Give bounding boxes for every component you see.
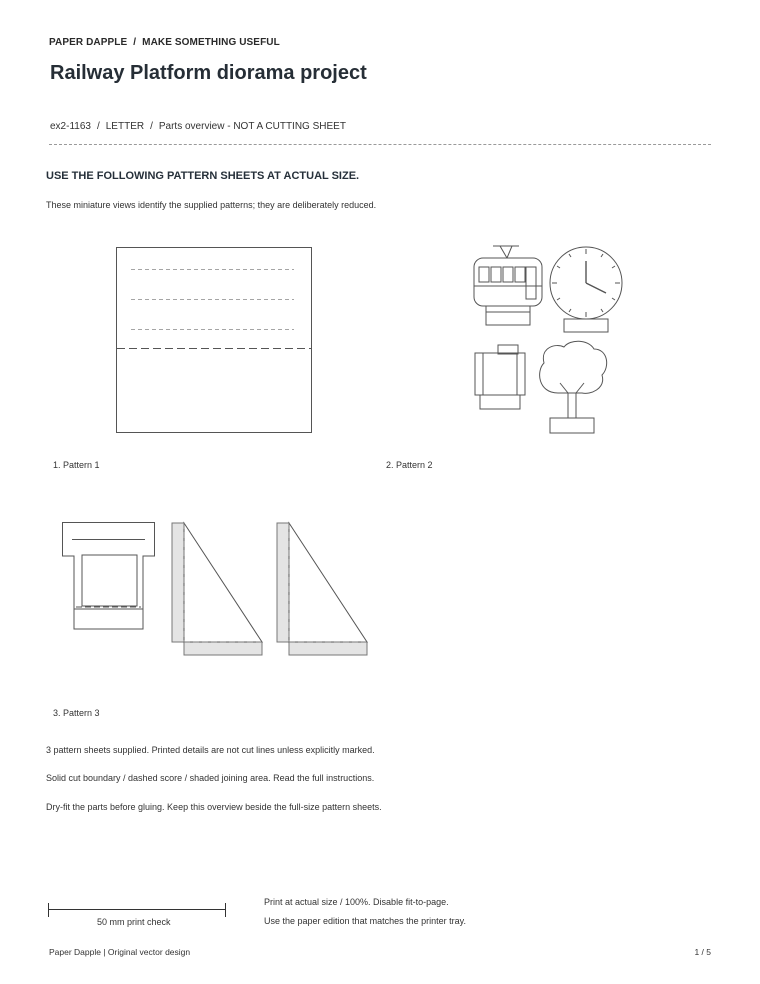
scale-bar [48, 903, 226, 917]
scale-bar-label: 50 mm print check [97, 917, 171, 927]
scale-bar-tick-right [225, 903, 226, 917]
note-2: Solid cut boundary / dashed score / shaded joining area. Read the full instructions. [46, 773, 375, 783]
page-title: Railway Platform diorama project [50, 62, 367, 84]
pattern-1-caption: 1. Pattern 1 [53, 460, 100, 470]
note-3: Dry-fit the parts before gluing. Keep this overview beside the full-size pattern sheets. [46, 802, 382, 812]
pattern-3-caption: 3. Pattern 3 [53, 708, 100, 718]
bench-piece [63, 523, 155, 630]
print-instruction-2: Use the paper edition that matches the printer tray. [264, 916, 466, 926]
tram-clock-suitcase-tree-icon [470, 243, 630, 435]
bench-and-triangle-supports-icon [62, 522, 368, 657]
triangle-support-2 [277, 523, 367, 655]
tram-icon [474, 246, 542, 325]
footer-credit: Paper Dapple | Original vector design [49, 947, 191, 957]
triangle-support-1 [172, 523, 262, 655]
meta-paper: LETTER [105, 121, 145, 132]
print-instruction-1: Print at actual size / 100%. Disable fit-to-page. [264, 897, 449, 907]
scale-bar-line [48, 909, 226, 910]
meta-sheet-type: Parts overview - NOT A CUTTING SHEET [158, 121, 346, 132]
scale-bar-tick-left [48, 903, 49, 917]
pattern-2-caption: 2. Pattern 2 [386, 460, 433, 470]
note-1: 3 pattern sheets supplied. Printed details are not cut lines unless explicitly marked. [46, 745, 375, 755]
meta-separator: / [96, 121, 100, 132]
folded-sheet-icon [116, 247, 313, 434]
meta-separator: / [150, 121, 153, 132]
sheet-meta [50, 121, 346, 132]
clock-icon [550, 247, 622, 332]
page-number: 1 / 5 [694, 947, 711, 957]
brand-name: PAPER DAPPLE [49, 37, 128, 48]
suitcase-icon [475, 345, 525, 409]
meta-code: ex2-1163 [50, 121, 91, 132]
intro-text: These miniature views identify the supplied patterns; they are deliberately reduced. [46, 200, 377, 210]
tree-icon [540, 341, 607, 433]
brand-tagline: MAKE SOMETHING USEFUL [142, 37, 280, 48]
section-heading: USE THE FOLLOWING PATTERN SHEETS AT ACTUAL SIZE. [46, 170, 360, 182]
brand-line [49, 37, 280, 48]
brand-separator: / [133, 37, 137, 48]
header-divider [49, 144, 711, 145]
